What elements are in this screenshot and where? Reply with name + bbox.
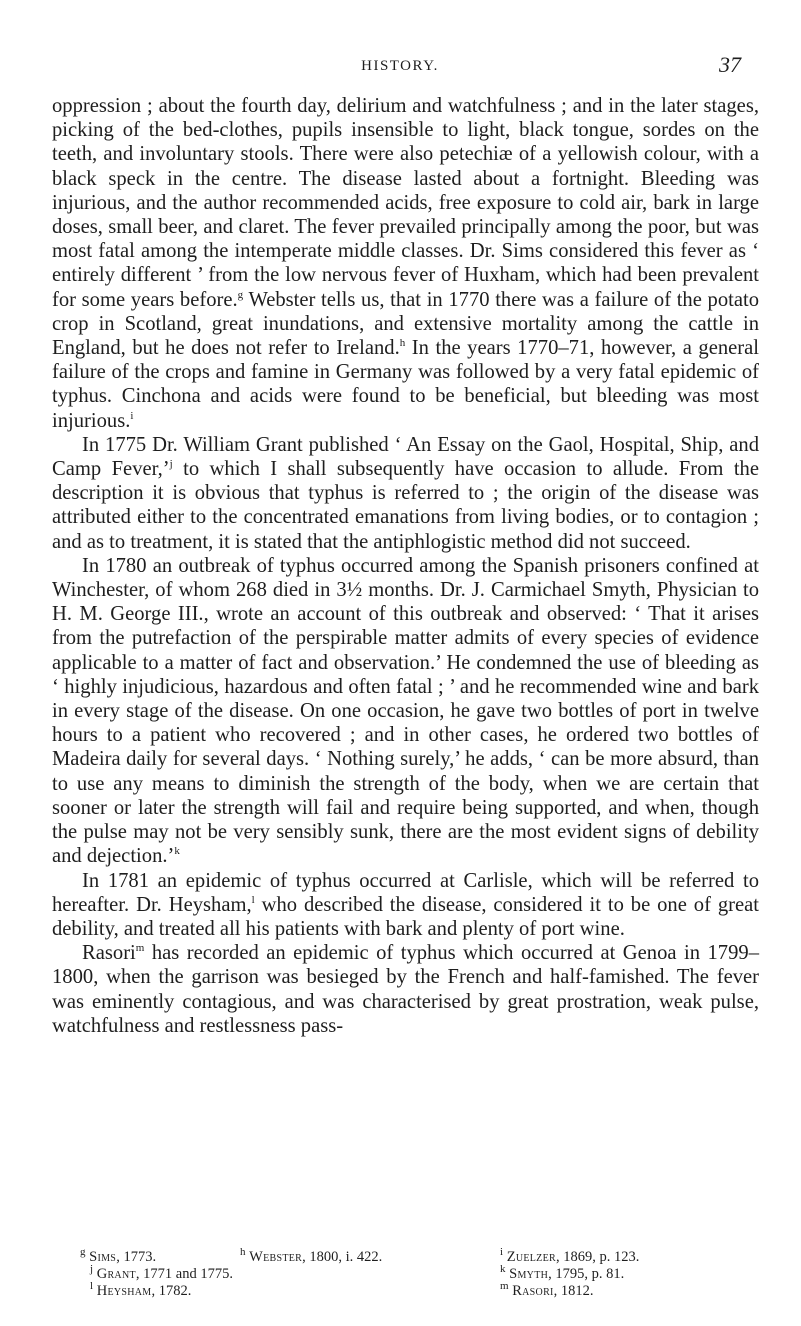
footnotes bbox=[80, 1246, 740, 1300]
footnote-marker: m bbox=[135, 942, 145, 955]
footnote-ref: , 1812. bbox=[553, 1283, 594, 1299]
footnote-ref: , 1795, p. 81. bbox=[548, 1266, 625, 1282]
paragraph bbox=[52, 869, 759, 942]
footnote bbox=[500, 1263, 740, 1283]
running-head: HISTORY. bbox=[361, 58, 439, 74]
footnote bbox=[240, 1283, 500, 1300]
text-run: oppression ; about the fourth day, delirium and watchfulness ; and in the later stages, picking of the bed-clothes, pupils insensible to light, black tongue, sordes on the teeth, and involuntary stools. There were also petechiæ of a yellowish colour, with a black speck in the centre. The disease lasted about a fortnight. Bleeding was injurious, and the author recommended acids, free exposure to cold air, bark in large doses, small beer, and claret. The fever prevailed principally among the poor, but was most fatal among the intemperate middle classes. Dr. Sims considered this fever as ‘ entirely different ’ from the low nervous fever of Huxham, which had been prevalent for some years before. bbox=[52, 95, 759, 311]
footnote bbox=[500, 1280, 740, 1300]
footnote-mark: j bbox=[90, 1263, 94, 1276]
footnote-marker: k bbox=[174, 845, 180, 858]
footnote-mark: h bbox=[240, 1246, 246, 1259]
paragraph bbox=[52, 94, 759, 433]
paragraph bbox=[52, 433, 759, 554]
footnote bbox=[500, 1246, 740, 1266]
footnote-marker: g bbox=[237, 288, 244, 301]
footnote-author: Webster bbox=[249, 1249, 303, 1265]
footnote-ref: , 1800, i. 422. bbox=[302, 1249, 383, 1265]
footnote-row bbox=[80, 1263, 740, 1283]
footnote bbox=[80, 1246, 240, 1266]
footnote-ref: , 1869, p. 123. bbox=[555, 1249, 640, 1265]
footnote-ref: , 1782. bbox=[151, 1283, 192, 1299]
footnote-mark: i bbox=[500, 1246, 504, 1259]
footnote-marker: i bbox=[130, 409, 134, 422]
footnote-ref: , 1773. bbox=[116, 1249, 157, 1265]
footnote-mark: l bbox=[90, 1280, 94, 1293]
paragraph bbox=[52, 941, 759, 1038]
text-run: has recorded an epidemic of typhus which occurred at Genoa in 1799–1800, when the garrison was besieged by the French and half-famished. The fever was eminently contagious, and was characterised by great prostration, weak pulse, watchfulness and restlessness pass- bbox=[52, 942, 759, 1037]
footnote-author: Smyth bbox=[509, 1266, 549, 1282]
page-number: 37 bbox=[719, 52, 741, 77]
text-run: In the years 1770–71, however, a general failure of the crops and famine in Germany was followed by a very fatal epidemic of typhus. Cinchona and acids were found to be beneficial, but bleeding was most injurious. bbox=[52, 337, 759, 432]
footnote-author: Heysham bbox=[96, 1283, 152, 1299]
footnote-marker: l bbox=[251, 893, 255, 906]
footnote-row bbox=[80, 1246, 740, 1266]
footnote-ref: , 1771 and 1775. bbox=[135, 1266, 233, 1282]
footnote-marker: h bbox=[399, 337, 406, 350]
text-run: In 1780 an outbreak of typhus occurred among the Spanish prisoners confined at Winchester, of whom 268 died in 3½ months. Dr. J. Carmichael Smyth, Physician to H. M. George III., wrote an account of this outbreak and observed: ‘ That it arises from the putrefaction of the perspirable matter admits of every species of evidence applicable to a matter of fact and observation.’ He condemned the use of bleeding as ‘ highly injudicious, hazardous and often fatal ; ’ and he recommended wine and bark in every stage of the disease. On one occasion, he gave two bottles of port in twelve hours to a patient who recovered ; and in other cases, he ordered two bottles of Madeira daily for several days. ‘ Nothing surely,’ he adds, ‘ can be more absurd, than to use any means to diminish the strength of the body, when we are certain that sooner or later the strength will fail and require being supported, and when, though the pulse may not be very sensibly sunk, there are the most evident signs of debility and dejection.’ bbox=[52, 554, 759, 868]
text-run: to which I shall subsequently have occasion to allude. From the description it is obvious that typhus is referred to ; the origin of the disease was attributed either to the concentrated emanations from living bodies, or to contagion ; and as to treatment, it is stated that the antiphlogistic method did not succeed. bbox=[52, 458, 759, 553]
footnote bbox=[80, 1263, 240, 1283]
footnote bbox=[240, 1266, 500, 1283]
page-header bbox=[0, 52, 801, 82]
footnote-mark: g bbox=[80, 1246, 86, 1259]
footnote-author: Sims bbox=[89, 1249, 117, 1265]
footnote-marker: j bbox=[169, 458, 173, 471]
footnote bbox=[80, 1280, 240, 1300]
paragraph bbox=[52, 554, 759, 869]
text-run: Webster tells us, that in 1770 there was a failure of the potato crop in Scotland, great inundations, and extensive mortality among the cattle in England, but he does not refer to Ireland. bbox=[52, 288, 760, 360]
footnote-row bbox=[80, 1280, 740, 1300]
footnote-mark: k bbox=[500, 1263, 506, 1276]
footnote bbox=[240, 1246, 500, 1266]
body-text bbox=[52, 94, 759, 1038]
footnote-author: Grant bbox=[96, 1266, 136, 1282]
text-run: Rasori bbox=[82, 942, 136, 965]
text-run: In 1781 an epidemic of typhus occurred at Carlisle, which will be referred to hereafter. Dr. Heysham, bbox=[52, 869, 759, 916]
text-run: who described the disease, considered it to be one of great debility, and treated all his patients with bark and plenty of port wine. bbox=[52, 893, 759, 940]
footnote-author: Zuelzer bbox=[506, 1249, 556, 1265]
footnote-author: Rasori bbox=[512, 1283, 554, 1299]
footnote-mark: m bbox=[500, 1280, 509, 1293]
text-run: In 1775 Dr. William Grant published ‘ An Essay on the Gaol, Hospital, Ship, and Camp Fever,’ bbox=[52, 433, 759, 481]
